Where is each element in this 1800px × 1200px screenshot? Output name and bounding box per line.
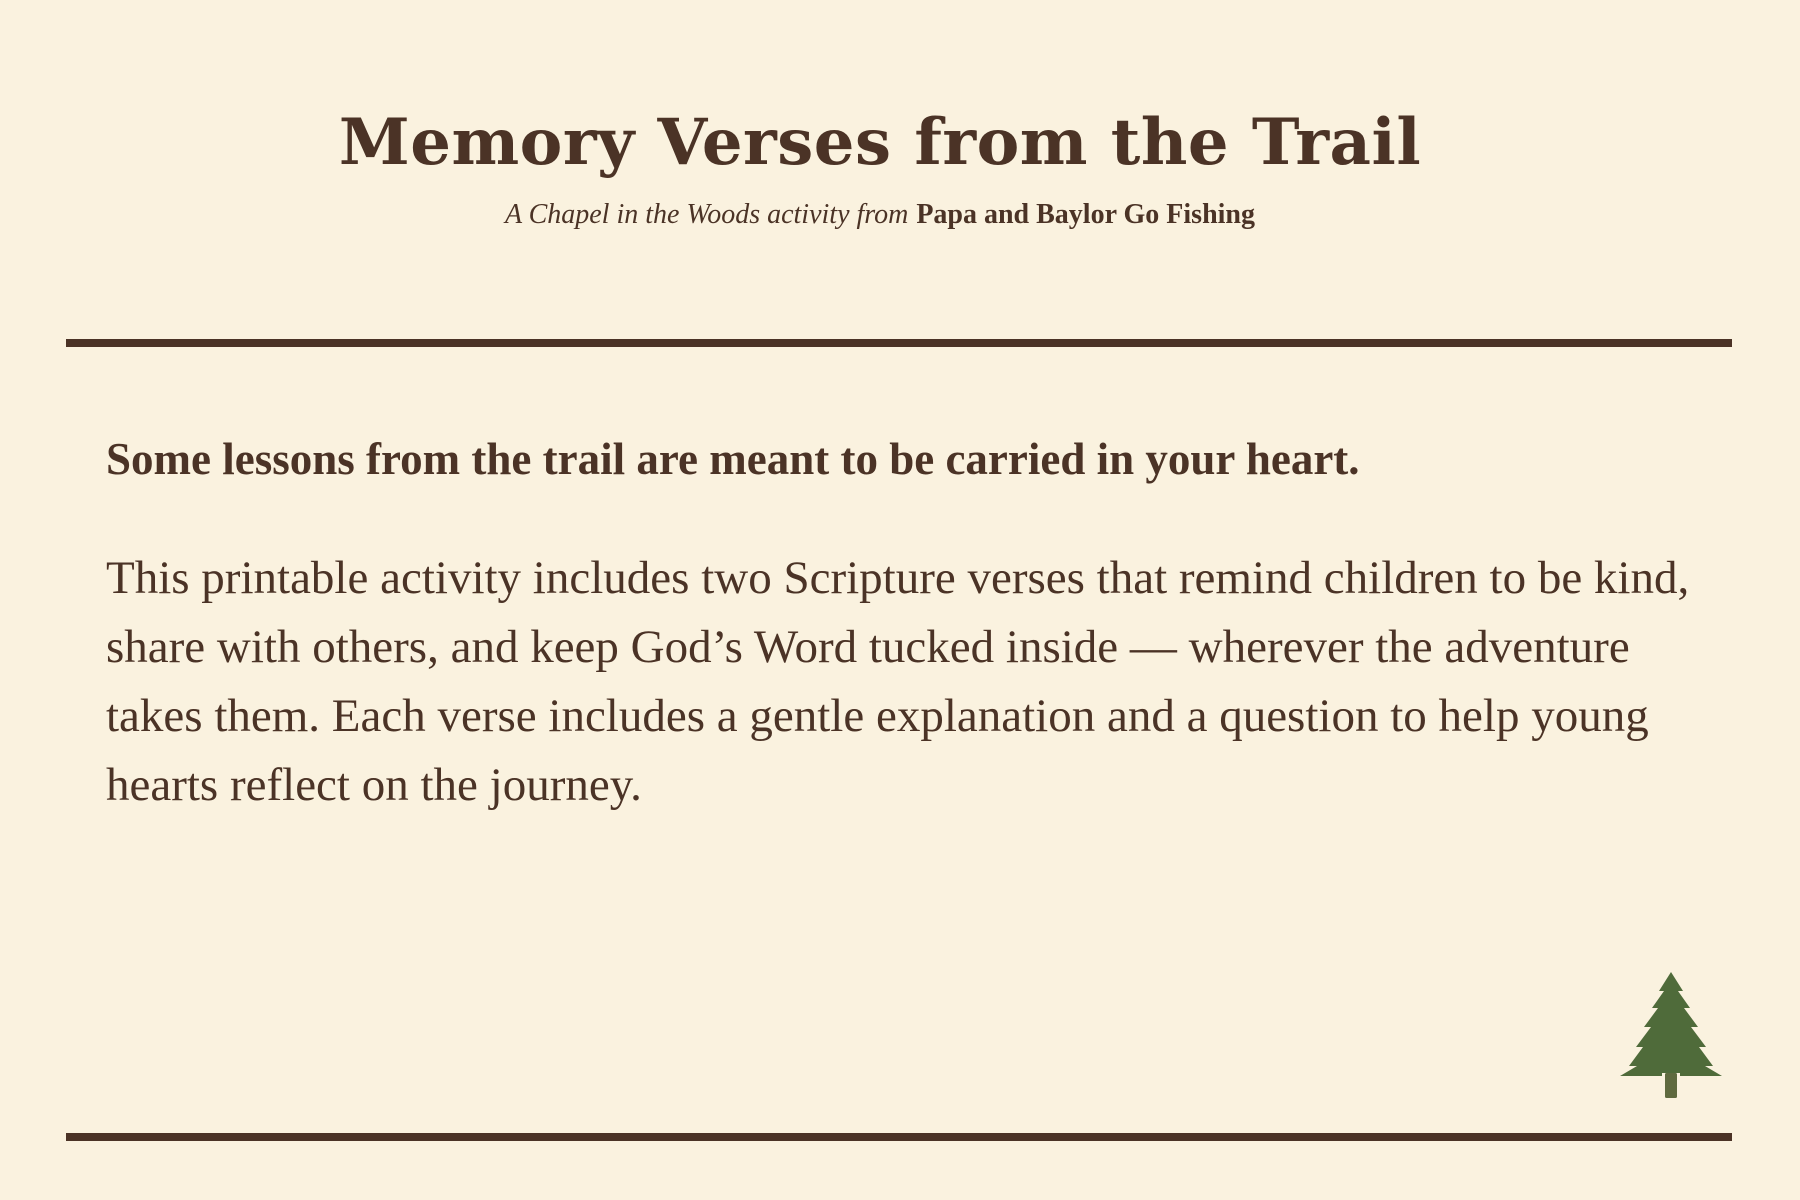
lead-text: Some lessons from the trail are meant to be carried in your heart. [106, 434, 1360, 484]
bottom-divider [66, 1133, 1732, 1141]
pine-tree-icon [1620, 972, 1722, 1100]
top-divider [66, 339, 1732, 347]
page-subtitle [0, 198, 1760, 232]
subtitle-prefix: A Chapel in the Woods activity from [504, 199, 909, 231]
page-content [106, 432, 1706, 820]
page-header [0, 105, 1760, 232]
body-text: This printable activity includes two Scripture verses that remind children to be kind, share with others, and keep God’s Word tucked inside — wherever the adventure takes them. Each verse includes a gentle explanation and a question to help young hearts reflect on the journey. [106, 552, 1690, 811]
page-title: Memory Verses from the Trail [338, 105, 1422, 180]
book-title: Papa and Baylor Go Fishing [916, 199, 1255, 231]
